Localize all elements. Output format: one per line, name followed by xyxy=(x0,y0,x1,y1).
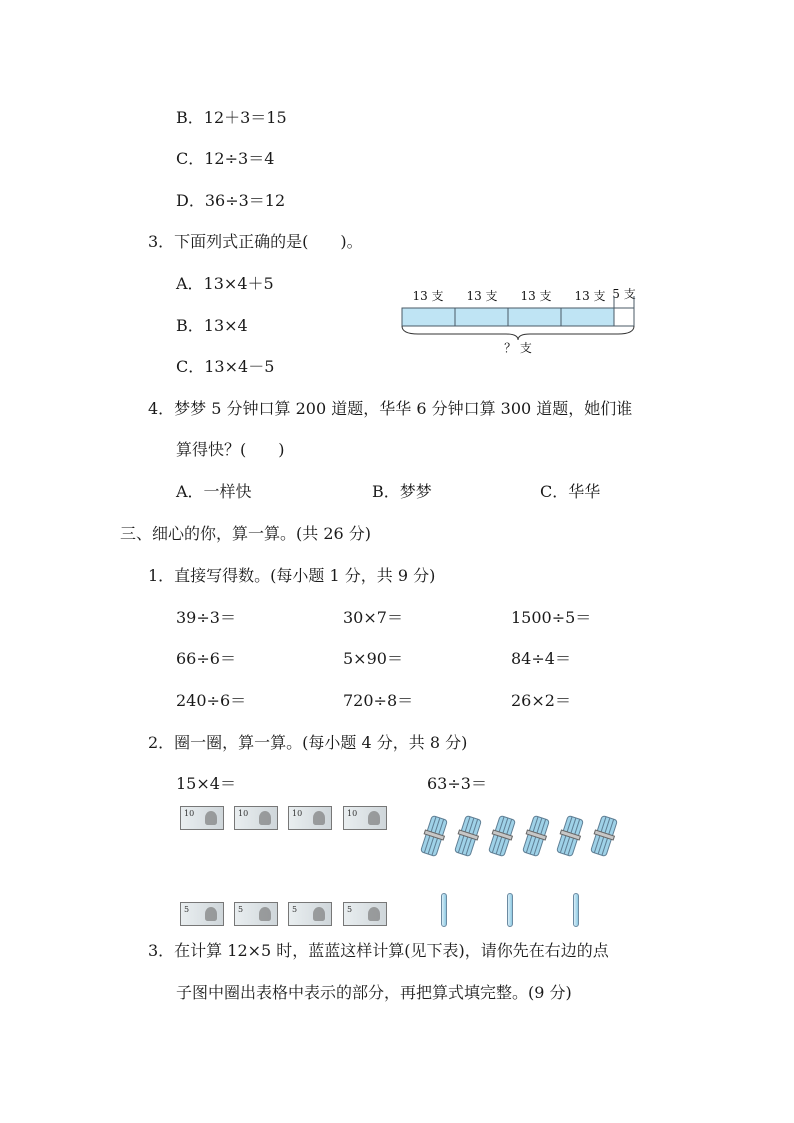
stick-bundle-icon xyxy=(486,815,518,857)
calc-item: 66÷6＝ xyxy=(176,649,236,668)
stick-bundle-icon xyxy=(520,815,552,857)
total-label: ？ 支 xyxy=(504,341,532,355)
ten-yuan-bill-icon xyxy=(288,806,332,830)
calc-item: 39÷3＝ xyxy=(176,608,236,627)
ten-yuan-bill-icon xyxy=(180,806,224,830)
five-yuan-bill-icon xyxy=(343,902,387,926)
bill-denomination: 5 xyxy=(292,905,298,914)
calc-item: 1500÷5＝ xyxy=(511,608,592,627)
stick-bundle-icon xyxy=(588,815,620,857)
bill-denomination: 5 xyxy=(184,905,190,914)
q3-question: 3．下面列式正确的是( )。 xyxy=(148,232,363,251)
five-yuan-bill-icon xyxy=(288,902,332,926)
calc-item: 5×90＝ xyxy=(343,649,403,668)
q3-option-a: A．13×4＋5 xyxy=(176,274,274,293)
ten-yuan-bill-icon xyxy=(343,806,387,830)
segment-label-4: 13 支 xyxy=(574,289,606,303)
bar-model-diagram xyxy=(398,284,642,360)
five-yuan-bill-icon xyxy=(180,902,224,926)
calc-item: 30×7＝ xyxy=(343,608,403,627)
bill-denomination: 5 xyxy=(347,905,353,914)
bill-denomination: 10 xyxy=(238,809,249,818)
bill-denomination: 10 xyxy=(347,809,358,818)
bill-denomination: 5 xyxy=(238,905,244,914)
calc-item: 26×2＝ xyxy=(511,691,571,710)
single-stick-icon xyxy=(441,893,447,927)
q3-option-c: C．13×4－5 xyxy=(176,357,275,376)
segment-label-2: 13 支 xyxy=(466,289,498,303)
stick-bundle-icon xyxy=(452,815,484,857)
segment-label-5: 5 支 xyxy=(612,287,636,301)
q4-option-b: B．梦梦 xyxy=(372,482,432,501)
q3-option-b: B．13×4 xyxy=(176,316,248,335)
segment-label-3: 13 支 xyxy=(520,289,552,303)
q2-option-d: D．36÷3＝12 xyxy=(176,191,286,210)
ten-yuan-bill-icon xyxy=(234,806,278,830)
q2-option-b: B．12＋3＝15 xyxy=(176,108,287,127)
calc-item: 720÷8＝ xyxy=(343,691,414,710)
section-3-title: 三、细心的你，算一算。(共 26 分) xyxy=(120,524,372,543)
bar-extra xyxy=(614,308,634,326)
calc-item: 240÷6＝ xyxy=(176,691,247,710)
part-3-line-2: 子图中圈出表格中表示的部分，再把算式填完整。(9 分) xyxy=(176,983,572,1002)
bill-denomination: 10 xyxy=(184,809,195,818)
part-3-line-1: 3．在计算 12×5 时，蓝蓝这样计算(见下表)，请你先在右边的点 xyxy=(148,941,609,960)
single-stick-icon xyxy=(573,893,579,927)
segment-label-1: 13 支 xyxy=(412,289,444,303)
q4-option-c: C．华华 xyxy=(540,482,601,501)
q2-option-c: C．12÷3＝4 xyxy=(176,149,275,168)
part-2-left-expression: 15×4＝ xyxy=(176,774,236,793)
single-stick-icon xyxy=(507,893,513,927)
part-2-title: 2．圈一圈，算一算。(每小题 4 分，共 8 分) xyxy=(148,733,468,752)
part-1-title: 1．直接写得数。(每小题 1 分，共 9 分) xyxy=(148,566,436,585)
q4-line-2: 算得快？( ) xyxy=(176,440,285,459)
brace xyxy=(402,326,634,340)
part-2-right-expression: 63÷3＝ xyxy=(427,774,487,793)
q4-option-a: A．一样快 xyxy=(176,482,252,501)
bill-denomination: 10 xyxy=(292,809,303,818)
q4-line-1: 4．梦梦 5 分钟口算 200 道题，华华 6 分钟口算 300 道题，她们谁 xyxy=(148,399,633,418)
five-yuan-bill-icon xyxy=(234,902,278,926)
calc-item: 84÷4＝ xyxy=(511,649,571,668)
stick-bundle-icon xyxy=(554,815,586,857)
stick-bundle-icon xyxy=(418,815,450,857)
